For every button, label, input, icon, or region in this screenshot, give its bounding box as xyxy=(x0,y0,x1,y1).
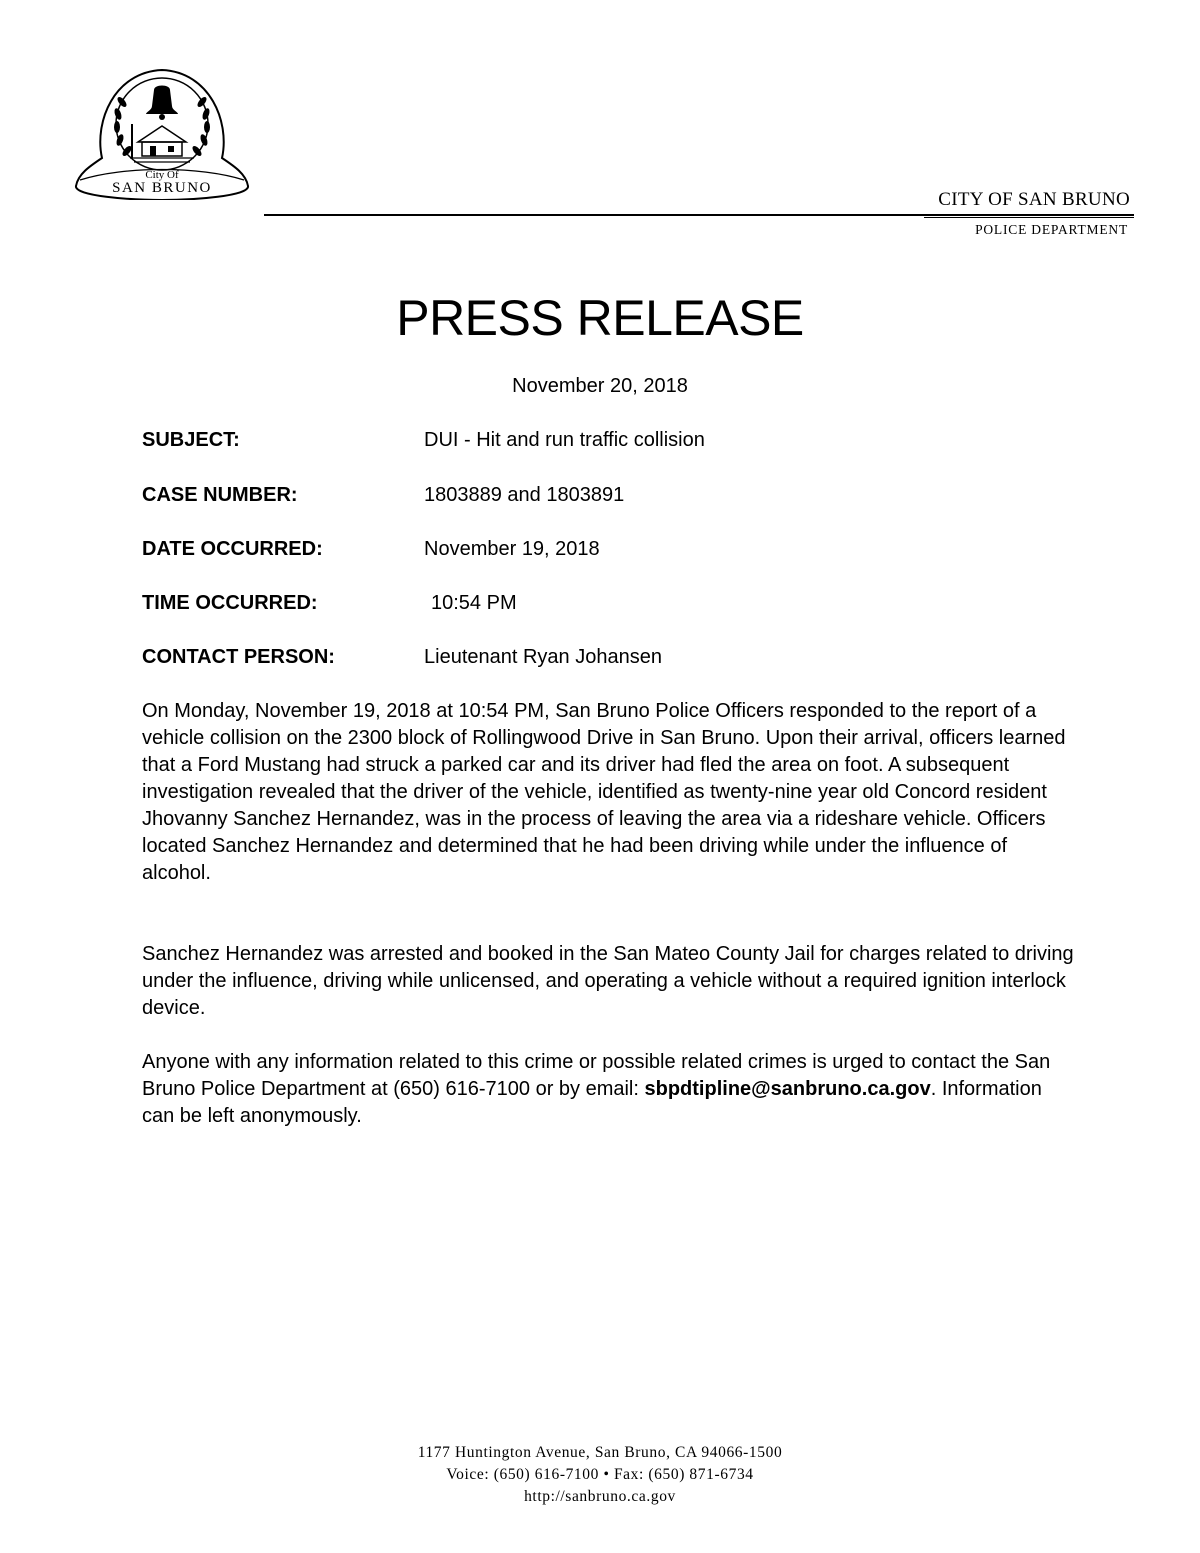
seal-top-text: City Of xyxy=(145,169,179,181)
footer xyxy=(0,1442,1200,1508)
body-paragraph-3 xyxy=(142,1049,1077,1130)
footer-phones: Voice: (650) 616-7100 • Fax: (650) 871-6734 xyxy=(446,1466,754,1483)
page-title: PRESS RELEASE xyxy=(396,290,804,346)
field-label: DATE OCCURRED: xyxy=(142,538,323,560)
field-value: DUI - Hit and run traffic collision xyxy=(424,429,705,451)
department-name: POLICE DEPARTMENT xyxy=(975,222,1128,237)
footer-website-link[interactable]: http://sanbruno.ca.gov xyxy=(524,1488,676,1505)
field-value: 10:54 PM xyxy=(431,592,517,614)
field-value: Lieutenant Ryan Johansen xyxy=(424,646,662,668)
field-value: November 19, 2018 xyxy=(424,538,600,560)
field-label: CASE NUMBER: xyxy=(142,484,298,506)
footer-address: 1177 Huntington Avenue, San Bruno, CA 94066-1500 xyxy=(417,1444,783,1461)
body-paragraph-1: On Monday, November 19, 2018 at 10:54 PM, San Bruno Police Officers responded to the report of a vehicle collision on the 2300 block of Rollingwood Drive in San Bruno. Upon their arrival, officers learned that a Ford Mustang had struck a parked car and its driver had fled the area on foot. A subsequent investigation revealed that the driver of the vehicle, identified as twenty-nine year old Concord resident Jhovanny Sanchez Hernandez, was in the process of leaving the area via a rideshare vehicle. Officers located Sanchez Hernandez and determined that he had been driving while under the influence of alcohol. xyxy=(142,700,1066,884)
city-seal-logo xyxy=(74,62,250,200)
field-label: TIME OCCURRED: xyxy=(142,592,318,614)
field-label: CONTACT PERSON: xyxy=(142,646,335,668)
field-label: SUBJECT: xyxy=(142,429,240,451)
city-name: CITY OF SAN BRUNO xyxy=(938,189,1130,210)
body-paragraph-2: Sanchez Hernandez was arrested and booked in the San Mateo County Jail for charges related to driving under the influence, driving while unlicensed, and operating a vehicle without a required ignition interlock device. xyxy=(142,943,1074,1019)
anonymous-note: . Information can be left anonymously. xyxy=(142,1078,1042,1127)
tipline-email-link[interactable]: sbpdtipline@sanbruno.ca.gov xyxy=(644,1078,931,1100)
header-rule-thin xyxy=(924,217,1134,218)
contact-text: Anyone with any information related to this crime or possible related crimes is urged to contact the San Bruno Police Department at (650) 616-7100 or by email: xyxy=(142,1051,1051,1100)
release-date: November 20, 2018 xyxy=(512,375,688,397)
seal-bottom-text: SAN BRUNO xyxy=(112,180,212,196)
header-rule xyxy=(264,214,1134,216)
field-value: 1803889 and 1803891 xyxy=(424,484,625,506)
